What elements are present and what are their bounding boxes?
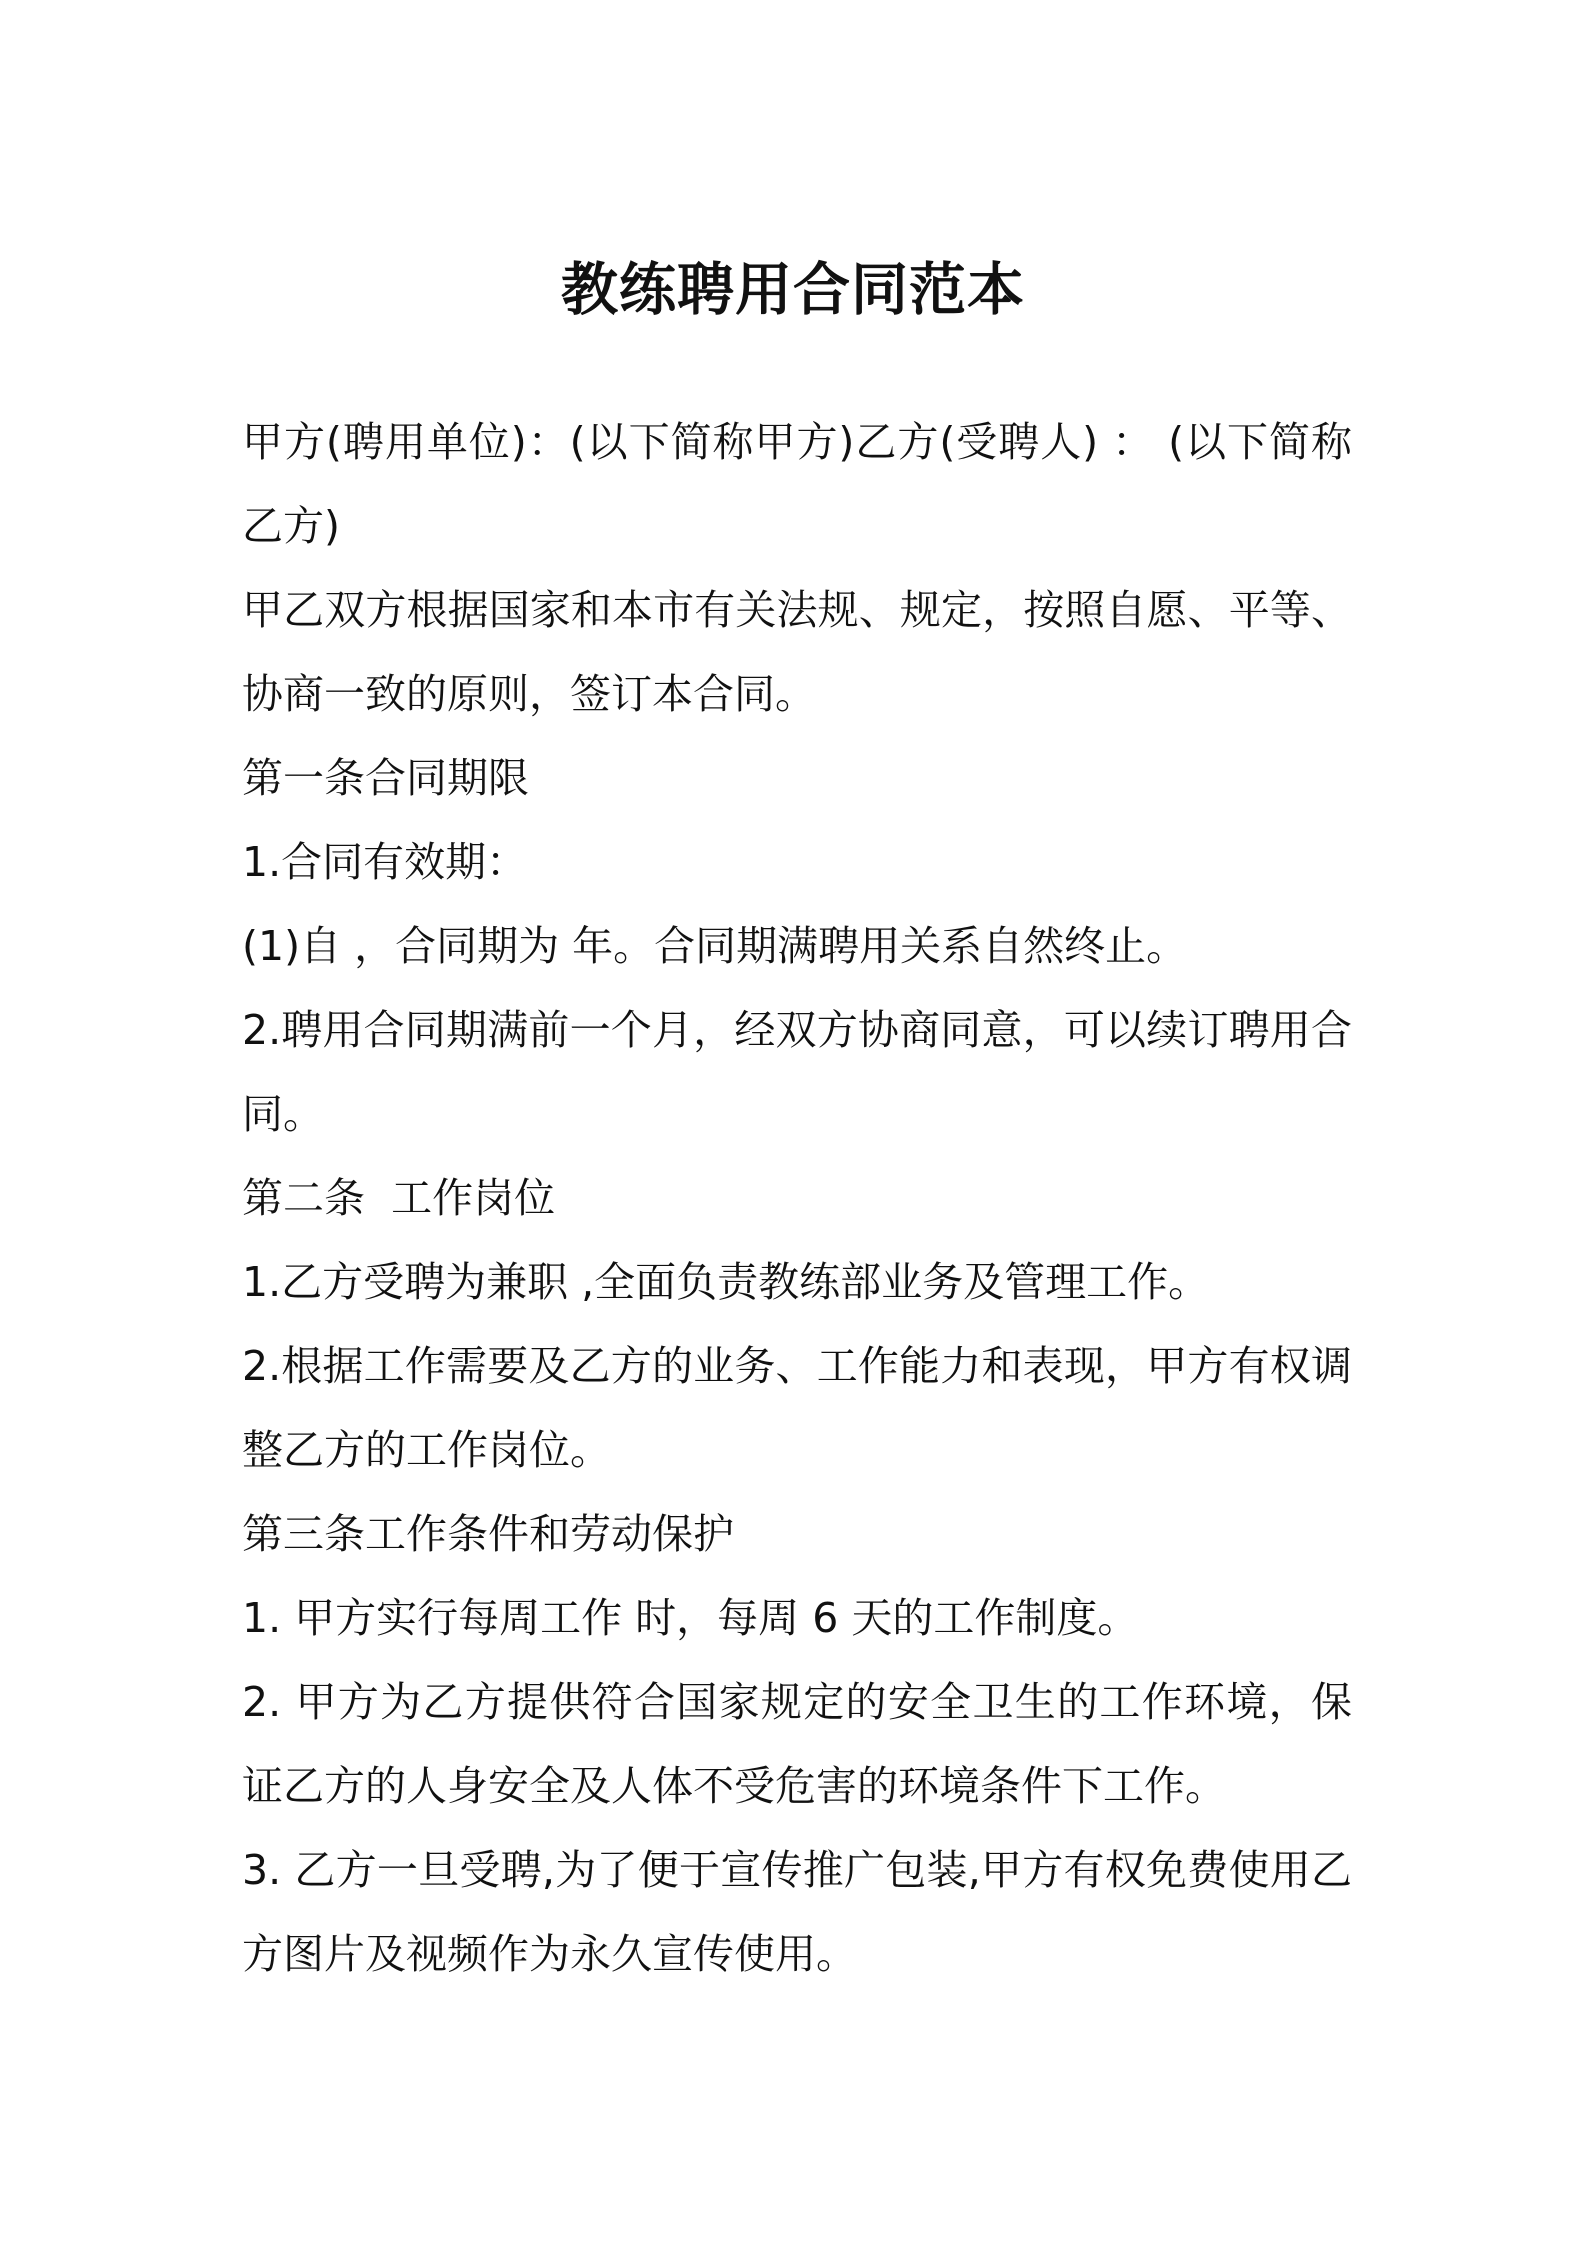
article-2-clause-1: 1.乙方受聘为兼职 ,全面负责教练部业务及管理工作。 xyxy=(242,1258,1210,1306)
article-3-heading: 第三条工作条件和劳动保护 xyxy=(242,1510,734,1558)
article-3-clause-3: 3. 乙方一旦受聘,为了便于宣传推广包装,甲方有权免费使用乙方图片及视频作为永久宣传使用。 xyxy=(242,1846,1352,1978)
article-1-clause-2: 2.聘用合同期满前一个月，经双方协商同意，可以续订聘用合同。 xyxy=(242,1006,1352,1138)
document-body xyxy=(242,400,1352,1996)
article-1-clause-1: 1.合同有效期： xyxy=(242,838,528,886)
article-2-heading: 第二条 工作岗位 xyxy=(242,1174,556,1222)
article-3-clause-2: 2. 甲方为乙方提供符合国家规定的安全卫生的工作环境，保证乙方的人身安全及人体不受危害的环境条件下工作。 xyxy=(242,1678,1352,1810)
preamble-paragraph: 甲乙双方根据国家和本市有关法规、规定，按照自愿、平等、协商一致的原则，签订本合同。 xyxy=(242,586,1352,718)
article-1-clause-1-1: (1)自 ，合同期为 年。合同期满聘用关系自然终止。 xyxy=(242,922,1188,970)
article-3-clause-1: 1. 甲方实行每周工作 时，每周 6 天的工作制度。 xyxy=(242,1594,1139,1642)
party-info-paragraph: 甲方(聘用单位)：(以下简称甲方)乙方(受聘人) ： (以下简称乙方) xyxy=(242,418,1352,550)
document-title: 教练聘用合同范本 xyxy=(561,257,1025,323)
article-1-heading: 第一条合同期限 xyxy=(242,754,529,802)
article-2-clause-2: 2.根据工作需要及乙方的业务、工作能力和表现，甲方有权调整乙方的工作岗位。 xyxy=(242,1342,1352,1474)
